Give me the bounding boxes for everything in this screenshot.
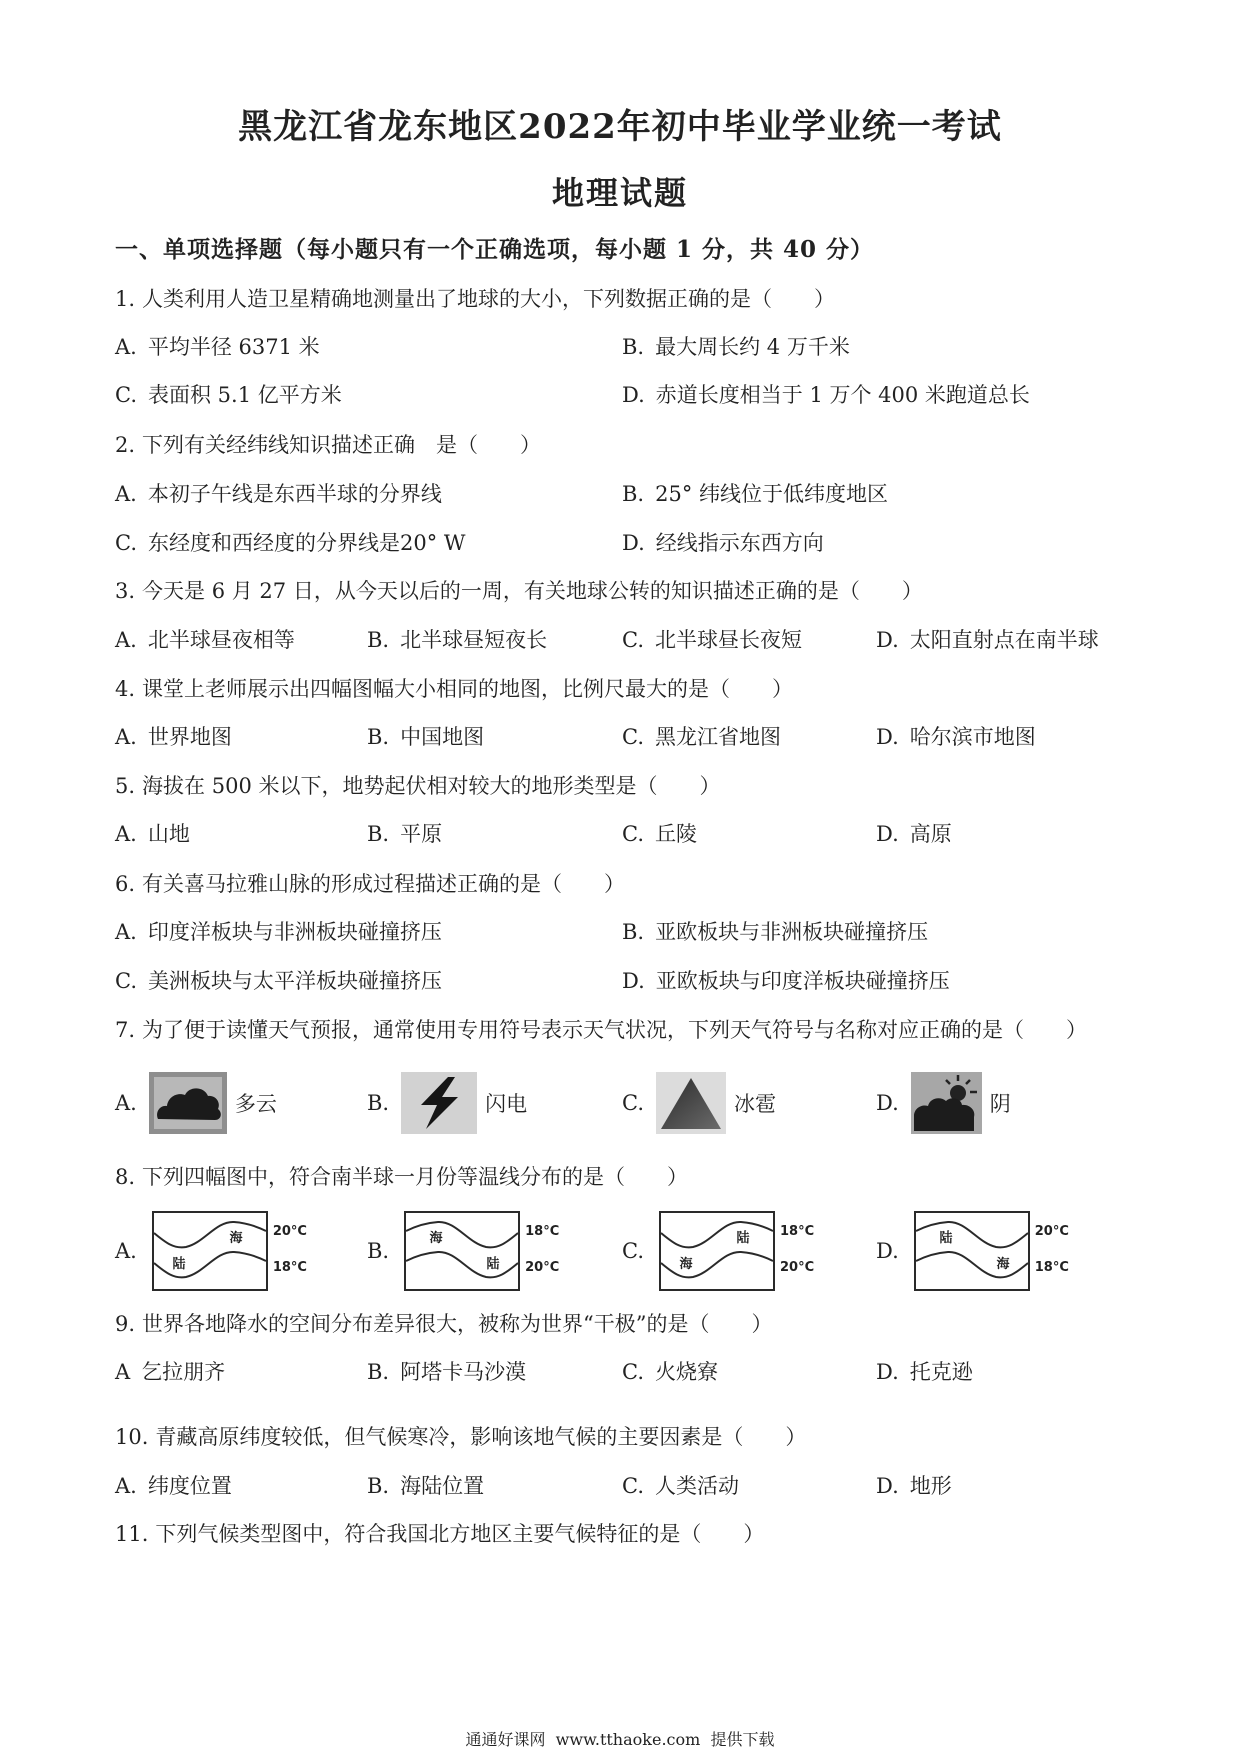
question-stem: 人类利用人造卫星精确地测量出了地球的大小，下列数据正确的是（ ）: [142, 287, 836, 311]
option-letter: D.: [876, 1091, 899, 1115]
option-text: 经线指示东西方向: [655, 531, 824, 555]
isotherm-temperature-labels: [1035, 1211, 1079, 1291]
option-letter: D.: [876, 628, 899, 652]
option-b: [622, 480, 888, 508]
option-letter: A.: [115, 335, 137, 359]
option-a: [115, 1072, 277, 1134]
option-text: 印度洋板块与非洲板块碰撞挤压: [147, 920, 442, 944]
option-d: [622, 967, 950, 995]
question-stem: 世界各地降水的空间分布差异很大，被称为世界“干极”的是（ ）: [142, 1312, 773, 1336]
option-text: 火烧寮: [655, 1360, 718, 1384]
option-a: [115, 1211, 317, 1291]
option-letter: D.: [876, 1360, 899, 1384]
option-text: 海陆位置: [400, 1474, 485, 1498]
option-b: [367, 820, 442, 848]
option-text: 赤道长度相当于 1 万个 400 米跑道总长: [655, 383, 1030, 407]
option-c: [622, 723, 781, 751]
question-number: 1.: [115, 287, 136, 311]
question-5: [115, 772, 720, 800]
option-letter: C.: [622, 1239, 644, 1263]
option-a: [115, 820, 190, 848]
option-letter: B.: [367, 1239, 390, 1263]
question-number: 10.: [115, 1425, 149, 1449]
option-letter: C.: [115, 383, 137, 407]
option-letter: C.: [622, 822, 644, 846]
question-number: 2.: [115, 433, 136, 457]
option-letter: B.: [367, 1474, 390, 1498]
option-text: 亚欧板块与印度洋板块碰撞挤压: [655, 969, 950, 993]
option-c: [622, 626, 802, 654]
option-a: [115, 626, 295, 654]
option-text: 北半球昼长夜短: [655, 628, 802, 652]
option-text: 丘陵: [655, 822, 697, 846]
question-3: [115, 577, 923, 605]
option-d: [876, 723, 1036, 751]
option-letter: A.: [115, 1474, 137, 1498]
option-letter: D.: [876, 1474, 899, 1498]
option-b: [367, 723, 484, 751]
option-c: [622, 1211, 824, 1291]
option-letter: A.: [115, 725, 137, 749]
dark-cloud-icon: [149, 1072, 227, 1134]
option-c: [622, 820, 697, 848]
option-d: [876, 1211, 1079, 1291]
question-10: [115, 1423, 806, 1451]
option-text: 本初子午线是东西半球的分界线: [147, 482, 442, 506]
option-letter: C.: [622, 628, 644, 652]
option-letter: C.: [115, 969, 137, 993]
option-c: [622, 1358, 718, 1386]
question-number: 5.: [115, 774, 136, 798]
option-letter: B.: [367, 822, 390, 846]
isotherm-temperature-labels: [525, 1211, 569, 1291]
question-stem: 今天是 6 月 27 日，从今天以后的一周，有关地球公转的知识描述正确的是（ ）: [142, 579, 923, 603]
question-1: [115, 285, 835, 313]
option-letter: B.: [367, 1360, 390, 1384]
isotherm-temperature-labels: [273, 1211, 317, 1291]
lower-isotherm-temperature: 20°C: [525, 1260, 560, 1275]
exam-subtitle: 地理试题: [551, 174, 688, 212]
question-8: [115, 1163, 688, 1191]
option-text: 东经度和西经度的分界线是20° W: [148, 531, 466, 555]
option-text: 多云: [234, 1092, 277, 1116]
option-text: 冰雹: [734, 1092, 776, 1116]
option-text: 地形: [909, 1474, 952, 1498]
option-text: 阿塔卡马沙漠: [400, 1360, 527, 1384]
option-text: 太阳直射点在南半球: [909, 628, 1099, 652]
question-7: [115, 1016, 1087, 1044]
option-letter: D.: [876, 822, 899, 846]
question-number: 4.: [115, 677, 136, 701]
upper-isotherm-temperature: 20°C: [1034, 1224, 1069, 1239]
lightning-bolt-icon: [401, 1072, 477, 1134]
option-letter: D.: [622, 383, 645, 407]
question-2: [115, 431, 541, 459]
question-number: 8.: [115, 1165, 136, 1189]
isotherm-map: [659, 1211, 775, 1291]
upper-isotherm-temperature: 20°C: [272, 1224, 307, 1239]
question-stem: 海拔在 500 米以下，地势起伏相对较大的地形类型是（ ）: [142, 774, 721, 798]
option-c: [115, 529, 465, 557]
option-text: 北半球昼夜相等: [147, 628, 295, 652]
option-letter: B.: [622, 920, 645, 944]
option-text: 25° 纬线位于低纬度地区: [655, 482, 889, 506]
question-6: [115, 870, 625, 898]
option-text: 平原: [400, 822, 443, 846]
option-letter: A.: [115, 920, 137, 944]
option-letter: A: [115, 1360, 131, 1384]
option-c: [115, 967, 442, 995]
option-b: [622, 333, 850, 361]
lower-isotherm-temperature: 18°C: [1034, 1260, 1069, 1275]
option-c: [622, 1472, 739, 1500]
option-text: 阴: [989, 1092, 1011, 1116]
option-text: 托克逊: [909, 1360, 973, 1384]
option-b: [622, 918, 928, 946]
section-heading: 一、单项选择题（每小题只有一个正确选项，每小题 1 分，共 40 分）: [115, 236, 875, 263]
option-c: [622, 1072, 776, 1134]
option-letter: C.: [115, 531, 137, 555]
option-letter: A.: [115, 822, 137, 846]
question-9: [115, 1310, 773, 1338]
option-text: 高原: [909, 822, 952, 846]
sun-behind-cloud-icon: [911, 1072, 982, 1134]
question-number: 11.: [115, 1522, 149, 1546]
option-d: [876, 1472, 952, 1500]
question-number: 9.: [115, 1312, 136, 1336]
option-text: 美洲板块与太平洋板块碰撞挤压: [148, 969, 442, 993]
option-text: 表面积 5.1 亿平方米: [148, 383, 342, 407]
option-b: [367, 1472, 484, 1500]
upper-region-label: 海: [429, 1231, 443, 1246]
upper-region-label: 海: [229, 1231, 243, 1246]
option-text: 中国地图: [400, 725, 485, 749]
isotherm-map: [152, 1211, 268, 1291]
option-letter: A.: [115, 628, 137, 652]
upper-isotherm-temperature: 18°C: [780, 1224, 815, 1239]
option-d: [876, 820, 952, 848]
option-text: 黑龙江省地图: [655, 725, 781, 749]
option-text: 哈尔滨市地图: [909, 725, 1036, 749]
question-stem: 青藏高原纬度较低，但气候寒冷，影响该地气候的主要因素是（ ）: [155, 1425, 807, 1449]
option-text: 纬度位置: [147, 1474, 232, 1498]
option-letter: A.: [115, 1091, 137, 1115]
option-b: [367, 1072, 527, 1134]
option-a: [115, 480, 442, 508]
option-text: 最大周长约 4 万千米: [655, 335, 850, 359]
lower-isotherm-temperature: 18°C: [272, 1260, 307, 1275]
lower-region-label: 海: [996, 1257, 1010, 1272]
option-text: 世界地图: [147, 725, 232, 749]
lower-region-label: 陆: [486, 1257, 500, 1272]
option-letter: D.: [876, 1239, 899, 1263]
question-number: 3.: [115, 579, 136, 603]
option-text: 山地: [147, 822, 190, 846]
upper-isotherm-temperature: 18°C: [525, 1224, 560, 1239]
option-d: [622, 381, 1030, 409]
question-stem: 为了便于读懂天气预报，通常使用专用符号表示天气状况，下列天气符号与名称对应正确的是（ ）: [142, 1018, 1088, 1042]
option-letter: C.: [622, 1474, 644, 1498]
isotherm-map: [404, 1211, 520, 1291]
option-d: [622, 529, 824, 557]
page-footer: 通通好课网 www.tthaoke.com 提供下载: [465, 1730, 775, 1749]
isotherm-map: [914, 1211, 1030, 1291]
option-letter: A.: [115, 482, 137, 506]
option-b: [367, 1211, 569, 1291]
question-number: 6.: [115, 872, 136, 896]
option-a: [115, 333, 320, 361]
option-letter: D.: [622, 531, 645, 555]
option-letter: D.: [876, 725, 899, 749]
question-stem: 下列有关经纬线知识描述正确 是（ ）: [142, 433, 542, 457]
option-a: [115, 918, 442, 946]
option-text: 闪电: [485, 1092, 528, 1116]
upper-region-label: 陆: [736, 1231, 750, 1246]
option-text: 乞拉朋齐: [141, 1360, 226, 1384]
option-d: [876, 1358, 973, 1386]
option-letter: B.: [367, 628, 390, 652]
option-letter: B.: [367, 725, 390, 749]
exam-title: 黑龙江省龙东地区2022年初中毕业学业统一考试: [238, 107, 1002, 147]
lower-region-label: 海: [679, 1257, 693, 1272]
question-stem: 有关喜马拉雅山脉的形成过程描述正确的是（ ）: [142, 872, 626, 896]
isotherm-temperature-labels: [780, 1211, 824, 1291]
option-a: [115, 723, 232, 751]
option-text: 人类活动: [655, 1474, 739, 1498]
option-letter: C.: [622, 1360, 644, 1384]
lower-region-label: 陆: [172, 1257, 186, 1272]
upper-region-label: 陆: [939, 1231, 953, 1246]
option-d: [876, 1072, 1011, 1134]
option-text: 亚欧板块与非洲板块碰撞挤压: [655, 920, 929, 944]
option-letter: D.: [622, 969, 645, 993]
option-letter: B.: [622, 482, 645, 506]
option-b: [367, 626, 547, 654]
option-text: 平均半径 6371 米: [147, 335, 320, 359]
question-number: 7.: [115, 1018, 136, 1042]
question-4: [115, 675, 793, 703]
question-stem: 下列气候类型图中，符合我国北方地区主要气候特征的是（ ）: [155, 1522, 765, 1546]
option-a: [115, 1472, 232, 1500]
option-letter: B.: [622, 335, 645, 359]
question-stem: 课堂上老师展示出四幅图幅大小相同的地图，比例尺最大的是（ ）: [142, 677, 794, 701]
option-text: 北半球昼短夜长: [400, 628, 548, 652]
option-c: [115, 381, 342, 409]
option-letter: C.: [622, 725, 644, 749]
question-11: [115, 1520, 764, 1548]
question-stem: 下列四幅图中，符合南半球一月份等温线分布的是（ ）: [142, 1165, 689, 1189]
option-letter: A.: [115, 1239, 137, 1263]
option-b: [367, 1358, 526, 1386]
option-letter: B.: [367, 1091, 390, 1115]
option-d: [876, 626, 1099, 654]
lower-isotherm-temperature: 20°C: [780, 1260, 815, 1275]
triangle-icon: [656, 1072, 726, 1134]
option-letter: C.: [622, 1091, 644, 1115]
option-a: [115, 1358, 225, 1386]
